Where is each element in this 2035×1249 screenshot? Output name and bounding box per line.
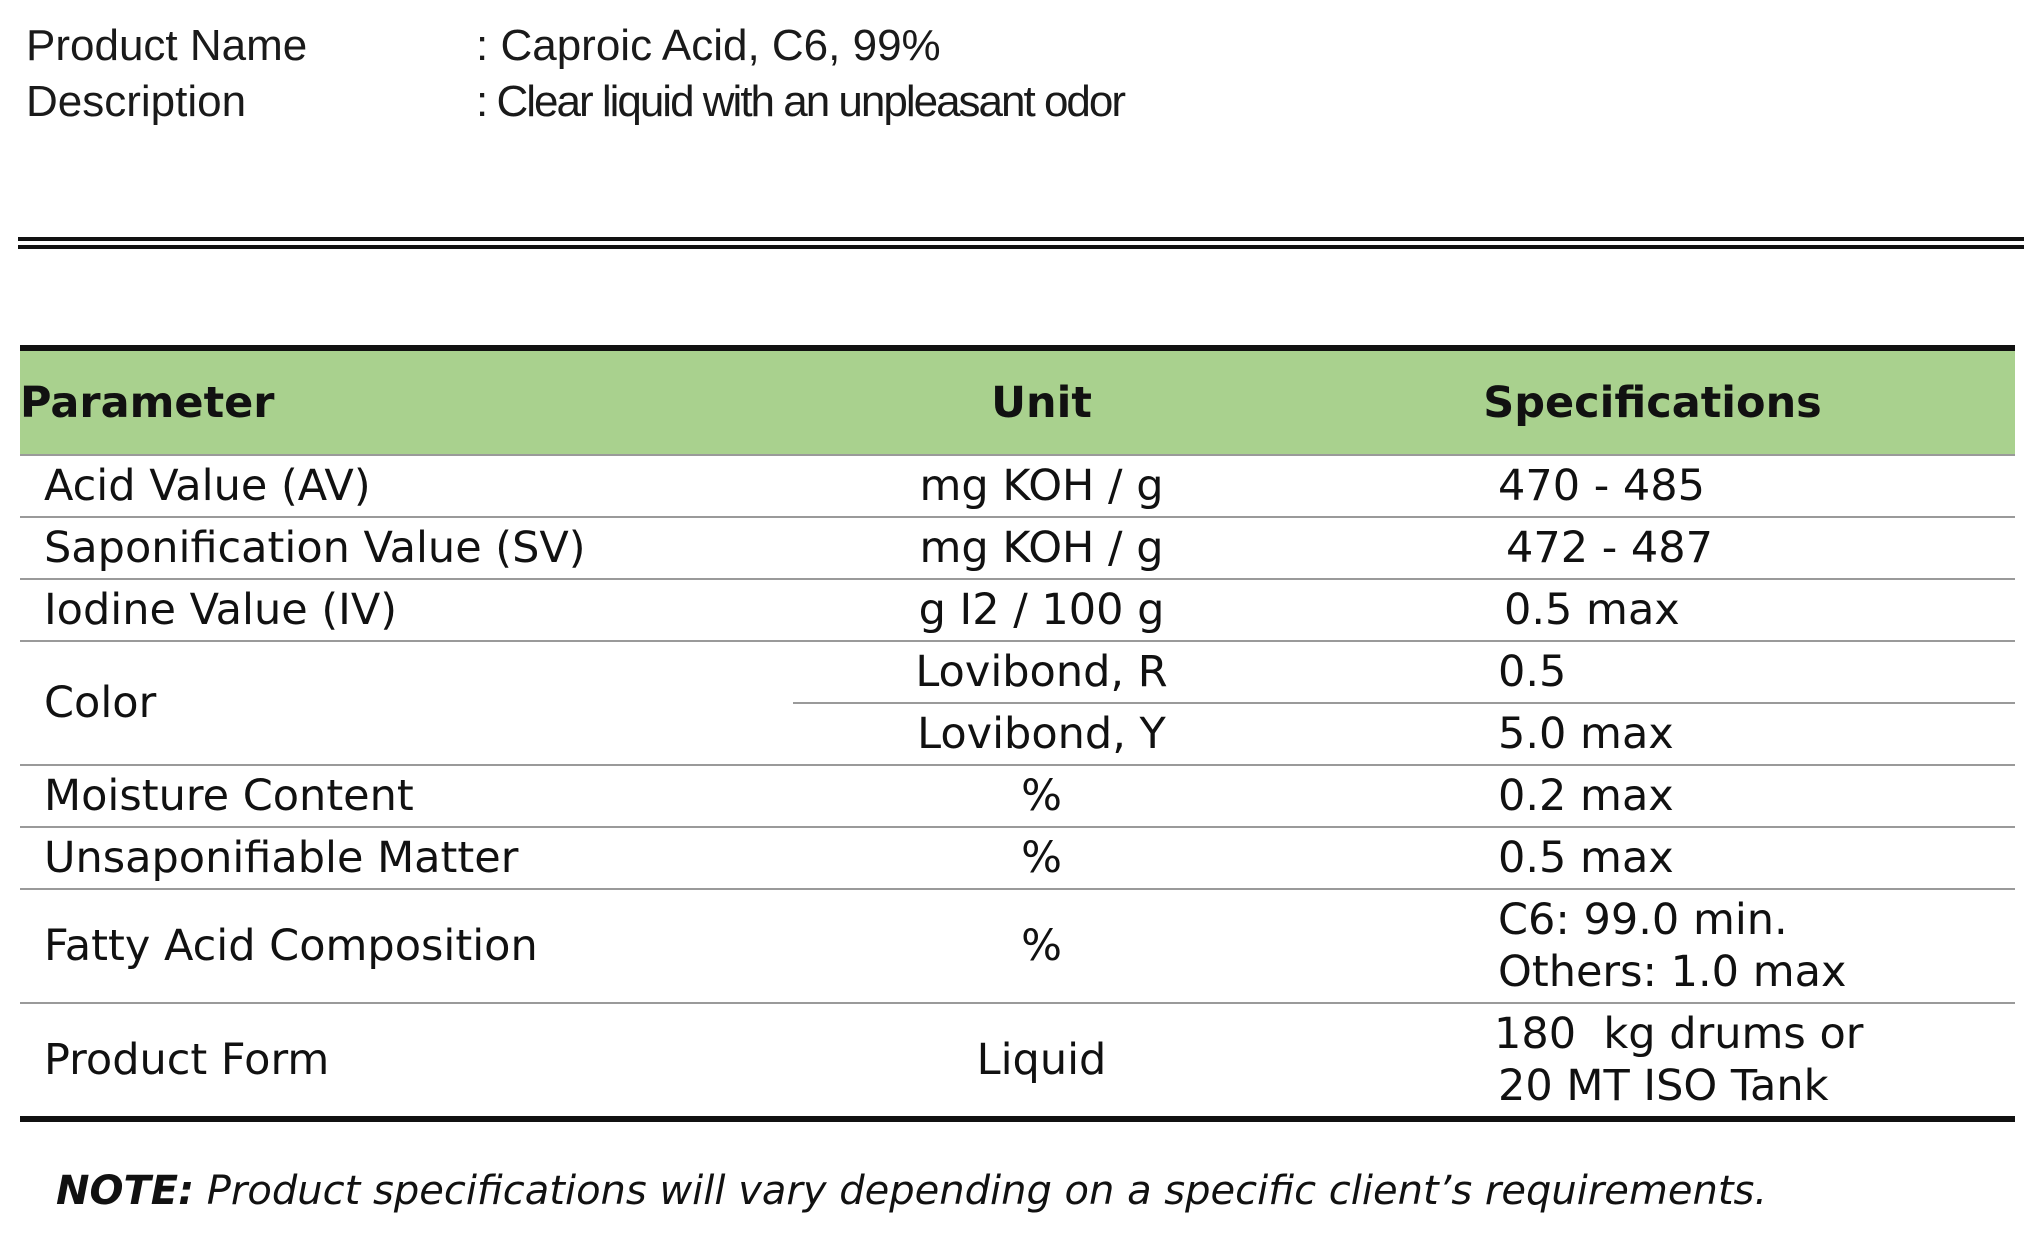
- row-parameter: Moisture Content: [20, 765, 793, 827]
- row-spec-text: 5.0 max: [1498, 709, 1674, 759]
- row-spec: [1290, 889, 2015, 1003]
- table-row: [20, 889, 2015, 1003]
- row-spec-text: 0.5 max: [1504, 585, 1680, 635]
- row-spec-line: 20 MT ISO Tank: [1498, 1061, 1829, 1111]
- row-spec-line: C6: 99.0 min.: [1498, 895, 1788, 945]
- row-spec: [1290, 517, 2015, 579]
- table-row: [20, 455, 2015, 517]
- row-parameter: Iodine Value (IV): [20, 579, 793, 641]
- table-row: [20, 641, 2015, 703]
- row-parameter: Product Form: [20, 1003, 793, 1119]
- row-parameter: Fatty Acid Composition: [20, 889, 793, 1003]
- row-spec: [1290, 703, 2015, 765]
- row-unit: g I2 / 100 g: [793, 579, 1290, 641]
- row-spec-text: 0.5 max: [1498, 833, 1674, 883]
- row-parameter: Acid Value (AV): [20, 455, 793, 517]
- row-unit: %: [793, 827, 1290, 889]
- row-parameter: Saponification Value (SV): [20, 517, 793, 579]
- note-text: Product specifications will vary depending on a specific client’s requirements.: [194, 1168, 1768, 1214]
- table-header-row: [20, 348, 2015, 455]
- row-unit: mg KOH / g: [793, 517, 1290, 579]
- header-unit: Unit: [793, 348, 1290, 455]
- row-spec: [1290, 579, 2015, 641]
- row-spec: [1290, 455, 2015, 517]
- product-name-label: Product Name: [26, 21, 308, 70]
- row-parameter: Unsaponifiable Matter: [20, 827, 793, 889]
- row-spec-text: 470 - 485: [1498, 461, 1706, 511]
- divider-rule-bottom: [18, 245, 2024, 249]
- row-spec-line: Others: 1.0 max: [1498, 947, 1847, 997]
- row-spec-text: 0.5: [1498, 647, 1567, 697]
- description-value: : Clear liquid with an unpleasant odor: [476, 77, 1125, 126]
- row-spec: [1290, 765, 2015, 827]
- header-specifications: Specifications: [1290, 348, 2015, 455]
- row-unit: mg KOH / g: [793, 455, 1290, 517]
- table-row: [20, 765, 2015, 827]
- row-unit: %: [793, 889, 1290, 1003]
- product-name-value: : Caproic Acid, C6, 99%: [476, 21, 941, 70]
- table-row: [20, 517, 2015, 579]
- row-spec: [1290, 1003, 2015, 1119]
- header-parameter: Parameter: [20, 348, 793, 455]
- row-unit: Lovibond, R: [793, 641, 1290, 703]
- row-spec: [1290, 641, 2015, 703]
- row-spec-line: 180 kg drums or: [1494, 1009, 1864, 1059]
- note-label: NOTE:: [56, 1168, 195, 1214]
- row-unit: Liquid: [793, 1003, 1290, 1119]
- row-spec-text: 0.2 max: [1498, 771, 1674, 821]
- row-parameter: Color: [20, 641, 793, 765]
- row-unit: Lovibond, Y: [793, 703, 1290, 765]
- specification-note: [56, 1168, 1767, 1214]
- specification-table: [20, 345, 2015, 1122]
- row-spec-lines: [1290, 1008, 1863, 1112]
- row-spec-text: 472 - 487: [1506, 523, 1714, 573]
- table-row: [20, 1003, 2015, 1119]
- divider-rule-top: [18, 237, 2024, 241]
- table-row: [20, 579, 2015, 641]
- row-spec-lines: [1290, 894, 1846, 998]
- table-row: [20, 827, 2015, 889]
- description-label: Description: [26, 77, 247, 126]
- row-spec: [1290, 827, 2015, 889]
- row-unit: %: [793, 765, 1290, 827]
